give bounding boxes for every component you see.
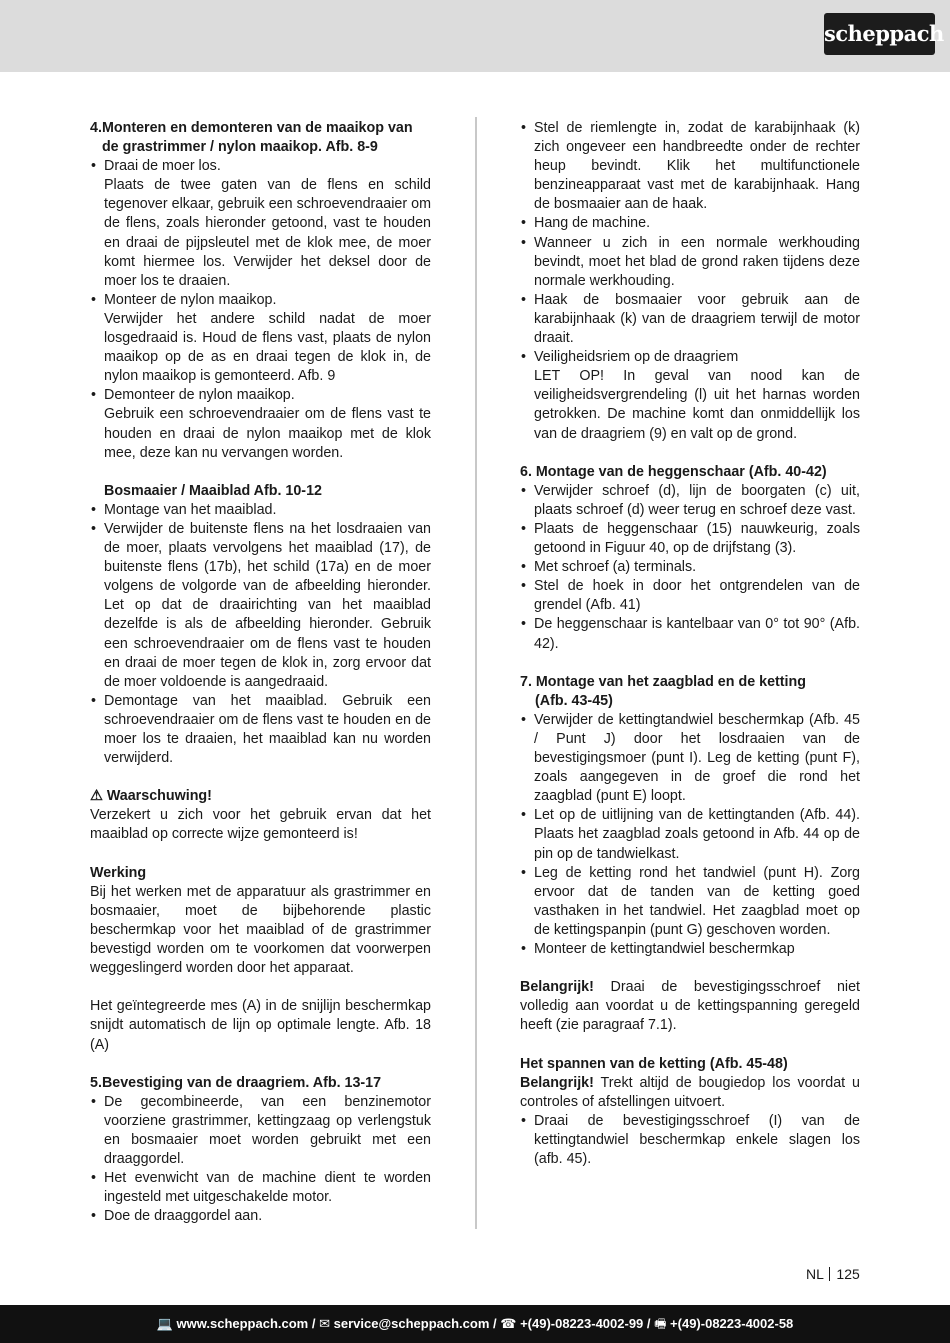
footer-bar: 💻 www.scheppach.com / ✉ service@scheppach.com / ☎ +(49)-08223-4002-99 / 🖷 +(49)-08223-4002-58	[0, 1305, 950, 1343]
paragraph: Het geïntegreerde mes (A) in de snijlijn beschermkap snijdt automatisch de lijn op optimale lengte. Afb. 18 (A)	[90, 998, 431, 1053]
list-item: • Haak de bosmaaier voor gebruik aan de karabijnhaak (k) van de draagriem terwijl de motor draait.	[520, 291, 860, 348]
list-item: • Demontage van het maaiblad. Gebruik een schroevendraaier om de flens vast te houden en de moer los te draaien, het maaiblad kan nu worden verwijderd.	[90, 692, 431, 768]
page-number: NL 125	[806, 1266, 860, 1282]
section-7-heading: 7. Montage van het zaagblad en de ketting	[520, 673, 806, 690]
scheppach-logo: scheppach	[824, 13, 935, 55]
list-item: • Monteer de kettingtandwiel beschermkap	[520, 940, 860, 959]
list-item: • De heggenschaar is kantelbaar van 0° tot 90° (Afb. 42).	[520, 615, 860, 653]
computer-icon: 💻	[156, 1316, 173, 1331]
right-column	[520, 119, 860, 1169]
column-divider	[475, 117, 477, 1229]
warning-heading: ⚠ Waarschuwing!	[90, 788, 212, 805]
website-link[interactable]: www.scheppach.com	[176, 1316, 309, 1331]
list-item: • Demonteer de nylon maaikop.	[90, 386, 431, 405]
mail-icon: ✉	[319, 1316, 330, 1331]
list-item: • Met schroef (a) terminals.	[520, 558, 860, 577]
list-item: • Leg de ketting rond het tandwiel (punt H). Zorg ervoor dat de tanden van de ketting goed vasthaken in het tandwiel. Het zaagblad moet op de kettingspanpin (punt G) geschoven worden.	[520, 864, 860, 940]
header-bar	[0, 0, 950, 72]
list-item: • Montage van het maaiblad.	[90, 501, 431, 520]
list-item: • Veiligheidsriem op de draagriem	[520, 348, 860, 367]
list-item: • Verwijder schroef (d), lijn de boorgaten (c) uit, plaats schroef (d) weer terug en schroef deze vast.	[520, 482, 860, 520]
list-item: • De gecombineerde, van een benzinemotor voorziene grastrimmer, kettingzaag op verlengstuk en bosmaaier moet worden gebruikt met een draaggordel.	[90, 1093, 431, 1169]
section-4-heading: 4. Monteren en demonteren van de maaikop van de grastrimmer / nylon maaikop. Afb. 8-9	[90, 120, 413, 156]
section-6-heading: 6. Montage van de heggenschaar (Afb. 40-42)	[520, 463, 827, 480]
section-5-heading: 5. Bevestiging van de draagriem. Afb. 13-17	[90, 1074, 382, 1091]
paragraph: LET OP! In geval van nood kan de veiligheidsvergrendeling (l) uit het harnas worden getrokken. De machine komt dan onmiddellijk los van de draagriem (9) en valt op de grond.	[534, 368, 860, 442]
list-item: • Draai de moer los.	[90, 157, 431, 176]
list-item: • Plaats de heggenschaar (15) nauwkeurig, zoals getoond in Figuur 40, op de drijfstang (3).	[520, 520, 860, 558]
list-item: • Het evenwicht van de machine dient te worden ingesteld met uitgeschakelde motor.	[90, 1169, 431, 1207]
list-item: • Doe de draaggordel aan.	[90, 1207, 431, 1226]
list-item: • Let op de uitlijning van de kettingtanden (Afb. 44). Plaats het zaagblad zoals getoond in Afb. 44 op de pin op de tandwielkast.	[520, 806, 860, 863]
left-column	[90, 119, 431, 1226]
list-item: • Stel de riemlengte in, zodat de karabijnhaak (k) zich ongeveer een handbreedte onder de rechter heup bevindt. Klik het multifunctionele benzineapparaat vast met de karabijnhaak. Hang de bosmaaier aan de haak.	[520, 119, 860, 214]
warning-icon: ⚠	[90, 788, 103, 805]
important-note: Belangrijk! Trekt altijd de bougiedop los voordat u controles of afstellingen uitvoert.	[520, 1074, 860, 1110]
bosmaaier-heading: Bosmaaier / Maaiblad Afb. 10-12	[104, 482, 322, 499]
fax-number: +(49)-08223-4002-58	[670, 1316, 794, 1331]
chain-tension-heading: Het spannen van de ketting (Afb. 45-48)	[520, 1055, 788, 1072]
werking-heading: Werking	[90, 864, 147, 881]
list-item: • Wanneer u zich in een normale werkhouding bevindt, moet het blad de grond raken tijdens deze normale werkhouding.	[520, 234, 860, 291]
paragraph: Verwijder het andere schild nadat de moer losgedraaid is. Houd de flens vast, plaats de nylon maaikop op de as en draai tegen de klok in, de nylon maaikop is gemonteerd. Afb. 9	[104, 310, 431, 385]
fax-icon: 🖷	[654, 1316, 667, 1331]
warning-text: Verzekert u zich voor het gebruik ervan dat het maaiblad op correcte wijze gemonteerd is!	[90, 807, 431, 843]
paragraph: Bij het werken met de apparatuur als grastrimmer en bosmaaier, moet de bijbehorende plastic beschermkap voor het maaiblad of de grastrimmer bevestigd worden om te voorkomen dat voorwerpen weggeslingerd worden door het apparaat.	[90, 883, 431, 977]
phone-number: +(49)-08223-4002-99	[520, 1316, 644, 1331]
paragraph: Plaats de twee gaten van de flens en schild tegenover elkaar, gebruik een schroevendraaier om de flens, zoals hieronder getoond, vast te houden en draai de pijpsleutel met de klok mee, de moer komt hiermee los. Verwijder het deksel door de moer los te draaien.	[104, 177, 431, 289]
email-link[interactable]: service@scheppach.com	[333, 1316, 490, 1331]
list-item: • Verwijder de kettingtandwiel beschermkap (Afb. 45 / Punt J) door het losdraaien van de bevestigingsmoer (punt I). Leg de ketting (punt F), zoals aangegeven in de groef die rond het zaagblad (punt E) loopt.	[520, 711, 860, 806]
phone-icon: ☎	[500, 1316, 517, 1331]
list-item: • Stel de hoek in door het ontgrendelen van de grendel (Afb. 41)	[520, 577, 860, 615]
important-note: Belangrijk! Draai de bevestigingsschroef niet volledig aan voordat u de kettingspanning geregeld heeft (zie paragraaf 7.1).	[520, 979, 860, 1034]
list-item: • Hang de machine.	[520, 214, 860, 233]
list-item: • Draai de bevestigingsschroef (I) van de kettingtandwiel beschermkap enkele slagen los (afb. 45).	[520, 1112, 860, 1169]
paragraph: Gebruik een schroevendraaier om de flens vast te houden en draai de nylon maaikop met de klok mee, deze kan nu vervangen worden.	[104, 406, 431, 461]
section-7-heading-line2: (Afb. 43-45)	[535, 692, 613, 709]
list-item: • Verwijder de buitenste flens na het losdraaien van de moer, plaats vervolgens het maaiblad (17), de buitenste flens (17b), het schild (17a) en de moer volgens de volgorde van de afbeelding hieronder. Let op dat de draairichting van het maaiblad dezelfde is als de afbeelding hieronder. Gebruik een schroevendraaier om de flens vast te houden en draai de moer tegen de klok in, zorg ervoor dat de moer voldoende is aangedraaid.	[90, 520, 431, 692]
list-item: • Monteer de nylon maaikop.	[90, 291, 431, 310]
